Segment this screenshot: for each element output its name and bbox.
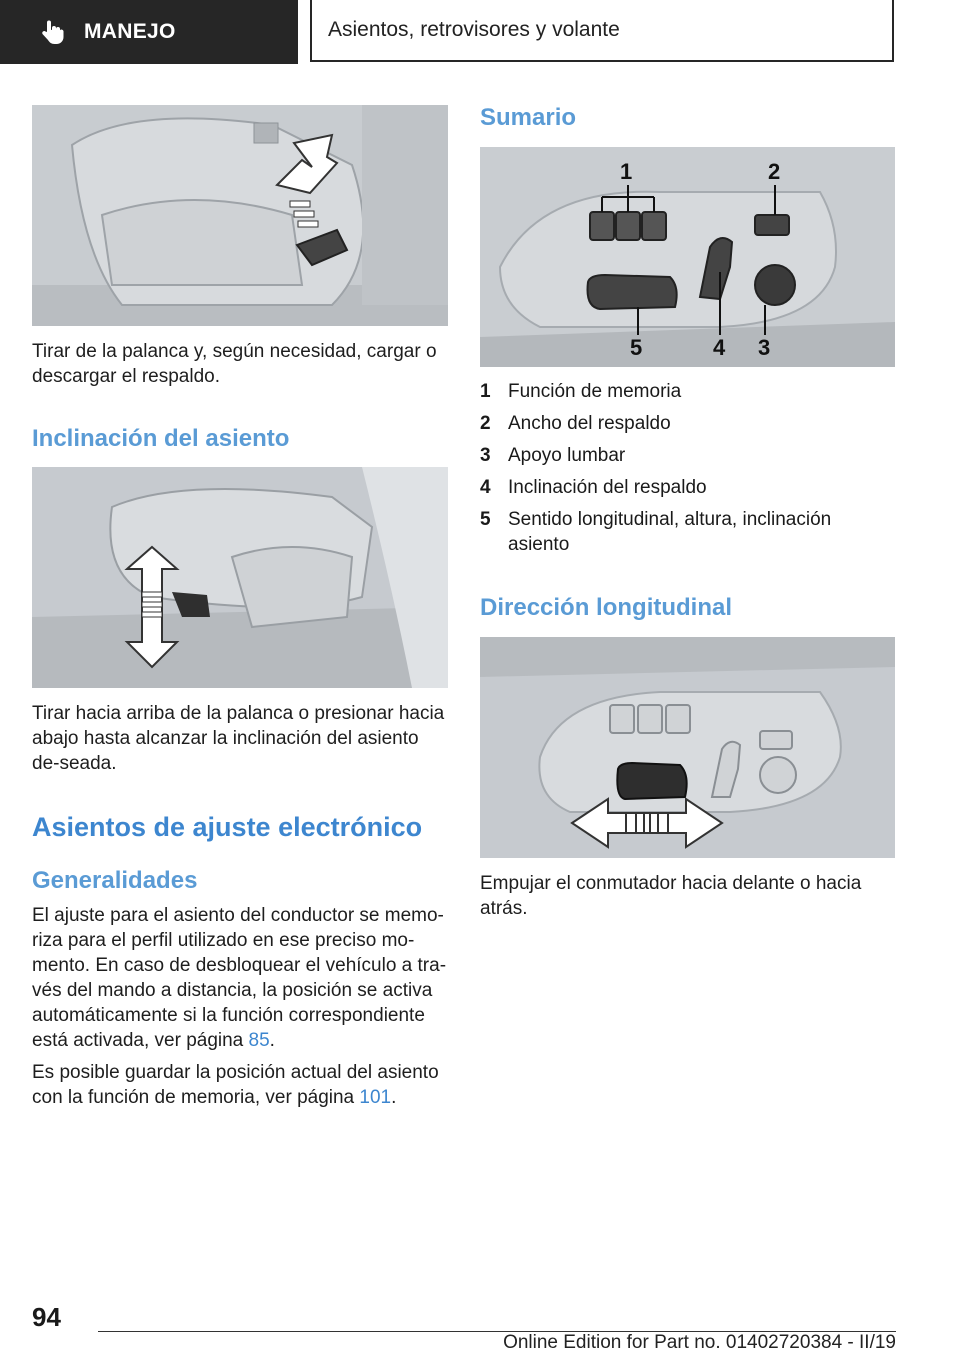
page-number: 94	[32, 1302, 61, 1332]
footer-edition: Online Edition for Part no. 01402720384 - II/19	[503, 1332, 896, 1353]
seat-tilt-figure	[32, 467, 448, 688]
tilt-heading: Inclinación del asiento	[32, 425, 290, 452]
general-heading: Generalidades	[32, 867, 198, 894]
fig2-caption: Tirar hacia arriba de la palanca o presionar hacia abajo hasta alcanzar la inclinación del asiento de-seada.	[32, 703, 445, 774]
list-item: 2 Ancho del respaldo	[480, 413, 671, 434]
fig4-caption: Empujar el conmutador hacia delante o hacia atrás.	[480, 873, 862, 919]
backrest-lever-figure	[32, 105, 448, 326]
callout-1: 1	[620, 159, 633, 184]
list-item: 4 Inclinación del respaldo	[480, 477, 707, 498]
page-link-101[interactable]: 101	[359, 1087, 392, 1108]
section-tab	[0, 0, 298, 64]
general-paragraph-2: Es posible guardar la posición actual del asiento con la función de memoria, ver página 101.	[32, 1062, 439, 1108]
section-label: MANEJO	[84, 20, 176, 43]
list-item: 5 Sentido longitudinal, altura, inclinación asiento	[480, 509, 832, 555]
callout-2: 2	[768, 159, 781, 184]
summary-heading: Sumario	[480, 104, 577, 131]
electronic-seats-heading: Asientos de ajuste electrónico	[32, 812, 423, 842]
list-item: 1 Función de memoria	[480, 381, 682, 402]
page-link-85[interactable]: 85	[248, 1030, 270, 1051]
longitudinal-heading: Dirección longitudinal	[480, 594, 733, 621]
chapter-title-box	[310, 0, 894, 62]
longitudinal-adjust-figure	[480, 637, 895, 858]
callout-4: 4	[713, 335, 726, 360]
general-paragraph-1: El ajuste para el asiento del conductor se memo-riza para el perfil utilizado en ese preciso mo-mento. En caso de desbloquear el vehículo a tra-vés del mando a distancia, la posición se activa automáticamente si la función correspondiente está activada, ver página 85.	[32, 905, 447, 1051]
list-item: 3 Apoyo lumbar	[480, 445, 626, 466]
fig1-caption: Tirar de la palanca y, según necesidad, cargar o descargar el respaldo.	[32, 341, 437, 387]
summary-legend-list	[480, 379, 880, 557]
chapter-title: Asientos, retrovisores y volante	[328, 18, 620, 41]
callout-3: 3	[758, 335, 771, 360]
seat-controls-overview-figure	[480, 147, 895, 367]
hand-pointer-icon	[38, 18, 66, 46]
callout-5: 5	[630, 335, 643, 360]
